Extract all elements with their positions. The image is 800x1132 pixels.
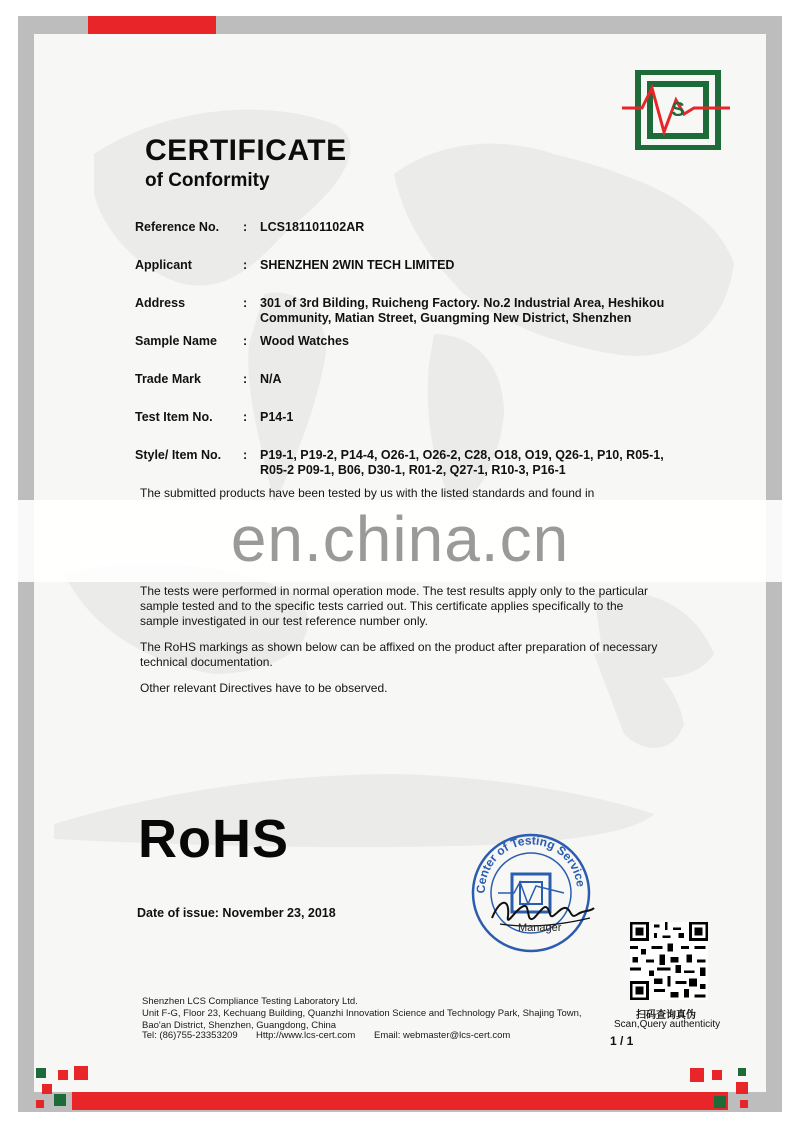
field-label: Test Item No. <box>135 410 213 424</box>
field-colon: : <box>243 220 248 234</box>
qr-caption-chinese: 扫码查询真伪 <box>636 1010 696 1021</box>
footer-tel: Tel: (86)755-23353209 <box>142 1030 238 1041</box>
field-label: Trade Mark <box>135 372 202 386</box>
date-of-issue: Date of issue: November 23, 2018 <box>137 906 336 920</box>
bottom-red-bar <box>72 1092 728 1110</box>
decor-square-red <box>690 1068 704 1082</box>
certificate-subtitle: of Conformity <box>145 170 270 191</box>
decor-square-red <box>58 1070 68 1080</box>
footer-lab-name: Shenzhen LCS Compliance Testing Laboratory Ltd. <box>142 996 358 1007</box>
footer-website-link[interactable]: Http://www.lcs-cert.com <box>256 1030 356 1041</box>
field-label: Sample Name <box>135 334 217 348</box>
logo-letters: S <box>671 99 685 121</box>
paragraph-submitted: The submitted products have been tested by us with the listed standards and found in <box>140 486 595 500</box>
paragraph-tests: The tests were performed in normal operation mode. The test results apply only to the particular sample tested and to the specific tests carried out. This certificate applies specifically to the sample investigated in our test reference number only. <box>140 584 649 628</box>
decor-square-red <box>42 1084 52 1094</box>
top-red-bar <box>88 16 216 34</box>
decor-square-red <box>740 1100 748 1108</box>
stamp-text: Center of Testing Service <box>473 833 588 894</box>
field-value: N/A <box>260 372 282 386</box>
lcs-logo <box>620 70 732 150</box>
decor-square-green <box>738 1068 746 1076</box>
field-colon: : <box>243 334 248 348</box>
field-colon: : <box>243 258 248 272</box>
decor-square-red <box>36 1100 44 1108</box>
footer-email-link[interactable]: Email: webmaster@lcs-cert.com <box>374 1030 511 1041</box>
field-value: 301 of 3rd Bilding, Ruicheng Factory. No.2 Industrial Area, Heshikou Community, Matian Street, Guangming New District, Shenzhen <box>260 296 665 325</box>
field-label: Address <box>135 296 186 310</box>
decor-square-red <box>736 1082 748 1094</box>
field-colon: : <box>243 372 248 386</box>
decor-square-red <box>74 1066 88 1080</box>
manager-label: Manager <box>518 922 562 934</box>
paragraph-other-directives: Other relevant Directives have to be observed. <box>140 681 388 695</box>
field-value: Wood Watches <box>260 334 349 348</box>
decor-square-green <box>54 1094 66 1106</box>
decor-square-green <box>714 1096 726 1108</box>
field-label: Reference No. <box>135 220 220 234</box>
field-colon: : <box>243 448 248 462</box>
field-value: LCS181101102AR <box>260 220 365 234</box>
footer-address-line-2: Bao'an District, Shenzhen, Guangdong, China <box>142 1020 337 1031</box>
decor-square-red <box>712 1070 722 1080</box>
paragraph-rohs-markings: The RoHS markings as shown below can be affixed on the product after preparation of necessary technical documentation. <box>140 640 658 669</box>
field-label: Applicant <box>135 258 192 272</box>
field-value: SHENZHEN 2WIN TECH LIMITED <box>260 258 455 272</box>
rohs-mark: RoHS <box>138 809 289 869</box>
qr-code[interactable] <box>630 922 708 1000</box>
field-value: P19-1, P19-2, P14-4, O26-1, O26-2, C28, O18, O19, Q26-1, P10, R05-1, R05-2 P09-1, B06, D30-1, R01-2, Q27-1, R10-3, P16-1 <box>260 448 664 477</box>
field-colon: : <box>243 410 248 424</box>
certificate-title: CERTIFICATE <box>145 134 347 167</box>
watermark-text: en.china.cn <box>230 503 570 575</box>
field-label: Style/ Item No. <box>135 448 222 462</box>
field-colon: : <box>243 296 248 310</box>
qr-caption-english: Scan,Query authenticity <box>614 1019 721 1030</box>
page-number: 1 / 1 <box>610 1034 634 1048</box>
footer-address-line-1: Unit F-G, Floor 23, Kechuang Building, Quanzhi Innovation Science and Technology Park, Shajing Town, <box>142 1008 582 1019</box>
decor-square-green <box>36 1068 46 1078</box>
field-value: P14-1 <box>260 410 294 424</box>
